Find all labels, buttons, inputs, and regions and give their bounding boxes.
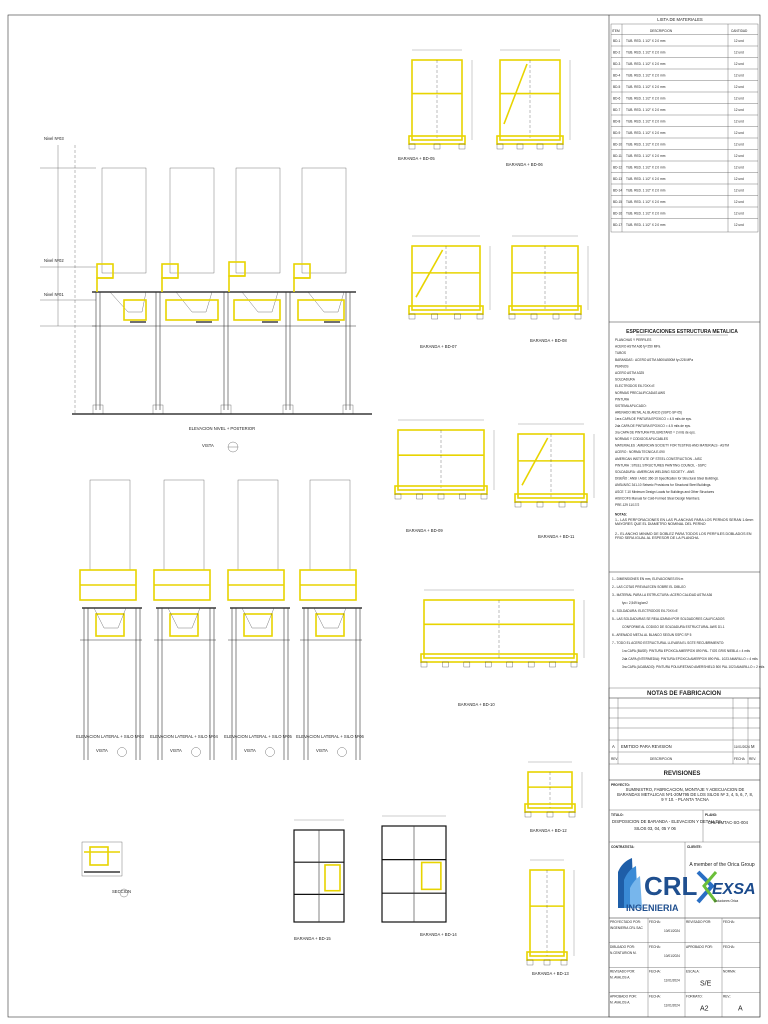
parts-header-item: ITEM (612, 29, 620, 33)
tb-date-label: FECHA: (649, 969, 661, 974)
spec-line: ARENADO METAL AL BLANCO (SSPC-SP-05) (615, 410, 683, 415)
parts-cell-item: BD-5 (613, 85, 621, 89)
lateral-elevation-4 (296, 480, 364, 760)
tb-right-label: ESCALA: (686, 969, 700, 974)
parts-cell-item: BD-1 (613, 39, 621, 43)
baranda-bd15 (294, 820, 344, 941)
parts-cell-item: BD-12 (613, 165, 623, 170)
rev-header-date: FECHA (734, 757, 745, 761)
tb-date: 11/01/2024 (664, 978, 680, 983)
baranda-bd06 (497, 50, 570, 167)
baranda-label: BARANDA + BD-10 (458, 702, 495, 707)
tb-right-date-label: NORMA: (723, 969, 736, 974)
project-label: PROYECTO: (611, 783, 630, 787)
rev-description: EMITIDO PARA REVISION (621, 744, 672, 749)
parts-cell-qty: 12 und (734, 200, 744, 204)
crl-logo (618, 858, 698, 913)
main-elevation-label: ELEVACION NIVEL + POSTERIOR (188, 426, 256, 431)
lateral-vista-label: VISTA (316, 748, 328, 753)
tb-right-value: S/E (700, 980, 712, 988)
spec-line: PRE-129 11/17/2 (615, 503, 640, 507)
title-block (609, 780, 760, 1017)
parts-cell-desc: TUB. RED. 1 1/2" X 2.0 mm (626, 165, 666, 170)
parts-cell-desc: TUB. RED. 1 1/2" X 2.0 mm (626, 142, 666, 147)
parts-table-title: LISTA DE MATERIALES (657, 17, 703, 22)
spec-line: MATERIALES : AMERICAN SOCIETY FOR TESTING AND MATERIALS - ASTM (615, 443, 729, 448)
fab-note-line: CONFORME AL CODIGO DE SOLDADURA ESTRUCTURAL AWS D1.1 (622, 625, 725, 629)
fab-note-line: 7.- TODO EL ACERO ESTRUCTURAL LLEVARA EL SGTE RECUBRIMIENTO: (612, 641, 725, 645)
baranda-label: BARANDA + BD-09 (406, 528, 443, 533)
baranda-details (294, 50, 594, 976)
section-label: SECCION (112, 889, 132, 894)
fab-note-line: 1.- DIMENSIONES EN mm, ELEVACIONES EN m (612, 577, 684, 581)
fab-note-line: 2da CAPA (INTERMEDIA): PINTURA EPOXICA AMERPOXI 890 PAL. 1023 AMARILLO = 4 mils (622, 657, 758, 661)
lateral-elevation-2 (150, 480, 218, 760)
parts-cell-item: BD-6 (613, 96, 621, 101)
lateral-vista-label: VISTA (96, 748, 108, 753)
parts-cell-desc: TUB. RED. 1 1/2" X 2.0 mm (626, 188, 666, 193)
parts-cell-desc: TUB. RED. 1 1/2" X 2.0 mm (626, 108, 666, 112)
parts-cell-qty: 12 und (734, 96, 744, 101)
parts-cell-qty: 12 und (734, 177, 744, 181)
baranda-label: BARANDA + BD-05 (398, 156, 435, 161)
tb-right-date: A (738, 1005, 743, 1013)
parts-cell-qty: 12 und (734, 165, 744, 170)
client-label: CLIENTE: (687, 845, 702, 849)
parts-cell-desc: TUB. RED. 1 1/2" X 2.0 mm (626, 223, 666, 227)
baranda-bd05 (398, 50, 472, 161)
tb-value: N.CENTURION M. (610, 950, 637, 955)
spec-line: ELECTRODOS E6-70XX=E (615, 384, 655, 389)
parts-cell-desc: TUB. RED. 1 1/2" X 2.0 mm (626, 62, 666, 66)
baranda-bd08 (509, 236, 588, 343)
rev-header-rev: REV. (611, 757, 619, 761)
parts-cell-item: BD-3 (613, 62, 621, 66)
baranda-label: BARANDA + BD-15 (294, 936, 331, 941)
client-tagline: A member of the Orica Group (689, 862, 755, 868)
baranda-label: BARANDA + BD-08 (530, 338, 567, 343)
parts-cell-item: BD-14 (613, 188, 623, 193)
parts-cell-item: BD-4 (613, 73, 621, 78)
parts-cell-desc: TUB. RED. 1 1/2" X 2.0 mm (626, 96, 666, 101)
parts-cell-qty: 12 und (734, 223, 744, 227)
parts-cell-qty: 12 und (734, 188, 744, 193)
spec-line: ACERO ASTM A325 (615, 371, 645, 375)
baranda-label: BARANDA + BD-12 (530, 828, 567, 833)
lateral-elevation-1 (76, 480, 144, 760)
revisions-block (609, 698, 760, 780)
fab-note-line: fyc= 2,549 kg/cm2 (622, 601, 648, 605)
parts-header-qty: CANTIDAD (731, 29, 748, 33)
parts-cell-desc: TUB. RED. 1 1/2" X 2.0 mm (626, 211, 666, 216)
specs-block (609, 322, 760, 546)
tb-label: REVISADO POR: (610, 969, 636, 974)
tb-right-date-label: FECHA: (723, 920, 735, 924)
spec-line: 3ra CAPA DE PINTURA POLIURETANO = 2 mils de eps. (615, 430, 696, 435)
spec-line: BARANDAS : ACERO ASTM A500/A500M fy=228 MPa (615, 357, 694, 362)
parts-cell-desc: TUB. RED. 1 1/2" X 2.0 mm (626, 85, 666, 89)
parts-cell-qty: 12 und (734, 108, 744, 112)
baranda-bd11 (515, 424, 594, 539)
lateral-vista-label: VISTA (244, 748, 256, 753)
fab-note-line: 4.- SOLDADURA: ELECTRODOS E6-70XX=E (612, 609, 678, 613)
parts-cell-item: BD-10 (613, 142, 623, 147)
lateral-label: ELEVACION LATERAL + SILO Nº05 (224, 734, 292, 739)
lateral-elevation-3 (224, 480, 292, 760)
project-text: SUMINISTRO, FABRICACION, MONTAJE Y ADECUACION DE BARANDAS METALICAS Nº1-20M795 DE LOS SILOS Nº 3, 4, 5, 6, 7, 8, 9 Y 10. - PLANTA TACNA (617, 787, 753, 803)
parts-cell-desc: TUB. RED. 1 1/2" X 2.0 mm (626, 50, 666, 55)
parts-cell-desc: TUB. RED. 1 1/2" X 2.0 mm (626, 119, 666, 124)
spec-line: ACERO ASTM A36 fy=250 MPa (615, 344, 661, 349)
parts-cell-item: BD-13 (613, 177, 623, 181)
section-detail (82, 842, 131, 897)
parts-cell-desc: TUB. RED. 1 1/2" X 2.0 mm (626, 73, 666, 78)
parts-cell-qty: 12 und (734, 62, 744, 66)
specs-notes-title: NOTAS: (615, 512, 627, 517)
parts-cell-qty: 12 und (734, 73, 744, 78)
baranda-bd14 (382, 816, 457, 937)
baranda-bd13 (527, 860, 574, 976)
parts-cell-item: BD-17 (613, 223, 623, 227)
right-panel (609, 15, 765, 1017)
rev-header-desc: DESCRIPCION (650, 757, 673, 761)
spec-note: 1.- LAS PERFORACIONES EN LAS PLANCHAS PARA LOS PERNOS SERAN 1.6mm MAYORES QUE EL DIAMETRO NOMINAL DEL PERNO (615, 517, 754, 527)
title-text: DISPOSICION DE BARANDA - ELEVACION Y DETALLES (612, 819, 722, 824)
spec-line: SOLDADURA (615, 377, 635, 382)
baranda-label: BARANDA + BD-06 (506, 162, 543, 167)
specs-title: ESPECIFICACIONES ESTRUCTURA METALICA (626, 329, 738, 335)
fab-notes-title: NOTAS DE FABRICACION (647, 691, 721, 697)
parts-cell-qty: 12 und (734, 50, 744, 55)
parts-cell-desc: TUB. RED. 1 1/2" X 2.0 mm (626, 154, 666, 158)
baranda-bd07 (409, 236, 490, 349)
spec-line: AISI/COFS Manual for Cold-Formed Steel Design Members. (615, 496, 701, 501)
level-3-label: Nivel Nº03 (44, 136, 64, 141)
spec-line: DISEÑO : ANSI / AISC 360-10 Specification for Structural Steel Buildings. (615, 476, 719, 481)
tb-date-label: FECHA: (649, 944, 661, 949)
crl-logo-text: CRL (644, 871, 698, 901)
spec-line: NORMAS PRECALIFICADAS AWS (615, 390, 666, 395)
crl-logo-sub: INGENIERIA (626, 903, 679, 913)
tb-right-label: REVISADO POR: (686, 920, 712, 924)
baranda-label: BARANDA + BD-13 (532, 971, 569, 976)
parts-cell-item: BD-16 (613, 211, 623, 216)
tb-right-value: A2 (700, 1005, 709, 1013)
title-label: TITULO: (611, 813, 624, 817)
exsa-logo-sub: Soluciones Orica (714, 899, 739, 903)
parts-cell-item: BD-2 (613, 50, 621, 55)
fab-note-line: 1ra CAPA (BASE): PINTURA EPOXICA AMERPOXI 890 PAL. TIOS GRIS NIEBLA = 4 mils (622, 649, 750, 653)
spec-line: ANSI/AISC 341-10 Seismic Provisions for Structural Steel Buildings. (615, 483, 712, 488)
main-elevation (40, 136, 372, 452)
fab-note-line: 3ra CAPA (ACABADO): PINTURA POLIURETANO AMERSHIELD 500 PAL 1023 AMARILLO = 2 mils (622, 665, 765, 669)
parts-cell-item: BD-8 (613, 119, 621, 124)
spec-line: 1era CAPA DE PINTURA EPOXICO = 4.5 mils de eps. (615, 417, 692, 422)
plan-number: CRL-EMTAC-SG-004 (708, 820, 748, 825)
tb-value: M. AVALOS A. (610, 1000, 631, 1005)
spec-line: ACERO : NORMA TECNICA E-090 (615, 450, 665, 455)
spec-line: PLANCHAS Y PERFILES (615, 338, 652, 342)
rev-date: 11/01/2024 (734, 745, 750, 749)
fab-note-line: 5.- LAS SOLDADURAS SE REALIZARAN POR SOLDADORES CALIFICADOS (612, 617, 725, 621)
tb-value: M. AVALOS A. (610, 975, 631, 980)
spec-line: 2da CAPA DE PINTURA EPOXICO = 4.5 mils de eps. (615, 423, 691, 428)
revisions-title: REVISIONES (663, 771, 701, 777)
exsa-logo-text: EXSA (712, 881, 756, 898)
lateral-label: ELEVACION LATERAL + SILO Nº04 (150, 734, 218, 739)
plan-label: PLANO: (705, 813, 718, 817)
spec-line: TUBOS (615, 351, 626, 356)
tb-date: 10/01/2024 (664, 953, 680, 958)
baranda-bd09 (395, 420, 494, 533)
tb-right-label: FORMATO: (686, 994, 703, 999)
fab-note-line: 3.- MATERIAL PARA LA ESTRUCTURA: ACERO CALIDAD ASTM A36 (612, 593, 713, 597)
tb-right-date-label: FECHA: (723, 944, 735, 949)
spec-line: ASCE 7-10 Minimum Design Loads for Buildings and Other Structures (615, 489, 715, 494)
parts-cell-qty: 12 und (734, 131, 744, 135)
parts-table (611, 17, 758, 232)
tb-date-label: FECHA: (649, 920, 661, 924)
spec-line: PINTURA : STEEL STRUCTURES PAINTING COUNCIL - SSPC (615, 463, 707, 468)
baranda-label: BARANDA + BD-07 (420, 344, 457, 349)
tb-value: INGENIERIA CRL SAC (610, 926, 643, 930)
tb-right-label: APROBADO POR: (686, 944, 713, 949)
tb-right-date-label: REV.: (723, 994, 732, 999)
lateral-label: ELEVACION LATERAL + SILO Nº03 (76, 734, 144, 739)
contractor-label: CONTRATISTA: (611, 845, 635, 849)
tb-date-label: FECHA: (649, 994, 661, 999)
tb-date: 11/01/2024 (664, 1003, 680, 1008)
fab-notes-block (609, 572, 765, 698)
spec-note: 2.- EL ANCHO MINIMO DE DOBLEZ PARA TODOS LOS PERFILES DOBLADOS EN FRIO SERA IGUAL AL ESPESOR DE LA PLANCHA. (615, 531, 752, 541)
parts-cell-item: BD-11 (613, 154, 622, 158)
rev-header-by: REV. (749, 757, 757, 761)
parts-cell-item: BD-7 (613, 108, 621, 112)
parts-cell-desc: TUB. RED. 1 1/2" X 2.0 mm (626, 200, 666, 204)
level-1-label: Nivel Nº01 (44, 292, 64, 297)
rev-by: M (751, 744, 755, 749)
exsa-logo (689, 862, 755, 903)
title-subtitle: SILOS 03, 04, 05 Y 06 (634, 826, 676, 831)
parts-cell-qty: 12 und (734, 85, 744, 89)
parts-cell-item: BD-15 (613, 200, 623, 204)
parts-cell-item: BD-9 (613, 131, 621, 135)
tb-label: PROYECTADO POR: (610, 920, 641, 924)
rev-letter: A (612, 744, 615, 749)
spec-line: SISTEMA APLICADO: (615, 404, 647, 408)
lateral-vista-label: VISTA (170, 748, 182, 753)
level-2-label: Nivel Nº02 (44, 258, 64, 263)
baranda-label: BARANDA + BD-14 (420, 932, 457, 937)
spec-line: PINTURA (615, 397, 629, 402)
baranda-bd10 (421, 590, 584, 707)
fab-note-line: 2.- LAS COTAS PREVALECEN SOBRE EL DIBUJO (612, 585, 686, 589)
main-vista-label: VISTA (202, 443, 214, 448)
tb-label: APROBADO POR: (610, 994, 637, 999)
parts-cell-qty: 12 und (734, 142, 744, 147)
parts-cell-qty: 12 und (734, 39, 744, 43)
tb-label: DIBUJADO POR: (610, 944, 635, 949)
parts-cell-desc: TUB. RED. 1 1/2" X 2.0 mm (626, 39, 666, 43)
baranda-bd12 (525, 762, 582, 833)
fab-note-line: 6.- ARENADO METAL AL BLANCO SEGUN SSPC SP 5 (612, 633, 692, 637)
tb-date: 10/01/2024 (664, 929, 680, 933)
baranda-label: BARANDA + BD-11 (538, 534, 575, 539)
spec-line: AMERICAN INSTITUTE OF STEEL CONSTRUCTION - AISC (615, 456, 703, 461)
parts-cell-desc: TUB. RED. 1 1/2" X 2.0 mm (626, 131, 666, 135)
parts-header-desc: DESCRIPCION (650, 29, 673, 33)
parts-cell-desc: TUB. RED. 1 1/2" X 2.0 mm (626, 177, 666, 181)
parts-cell-qty: 12 und (734, 154, 744, 158)
lateral-label: ELEVACION LATERAL + SILO Nº06 (296, 734, 364, 739)
parts-cell-qty: 12 und (734, 211, 744, 216)
lateral-elevations (76, 480, 364, 760)
parts-cell-qty: 12 und (734, 119, 744, 124)
spec-line: NORMAS Y CODIGOS APLICABLES (615, 437, 669, 441)
spec-line: SOLDADURA : AMERICAN WELDING SOCIETY - AWS (615, 470, 695, 474)
spec-line: PERNOS (615, 364, 629, 369)
